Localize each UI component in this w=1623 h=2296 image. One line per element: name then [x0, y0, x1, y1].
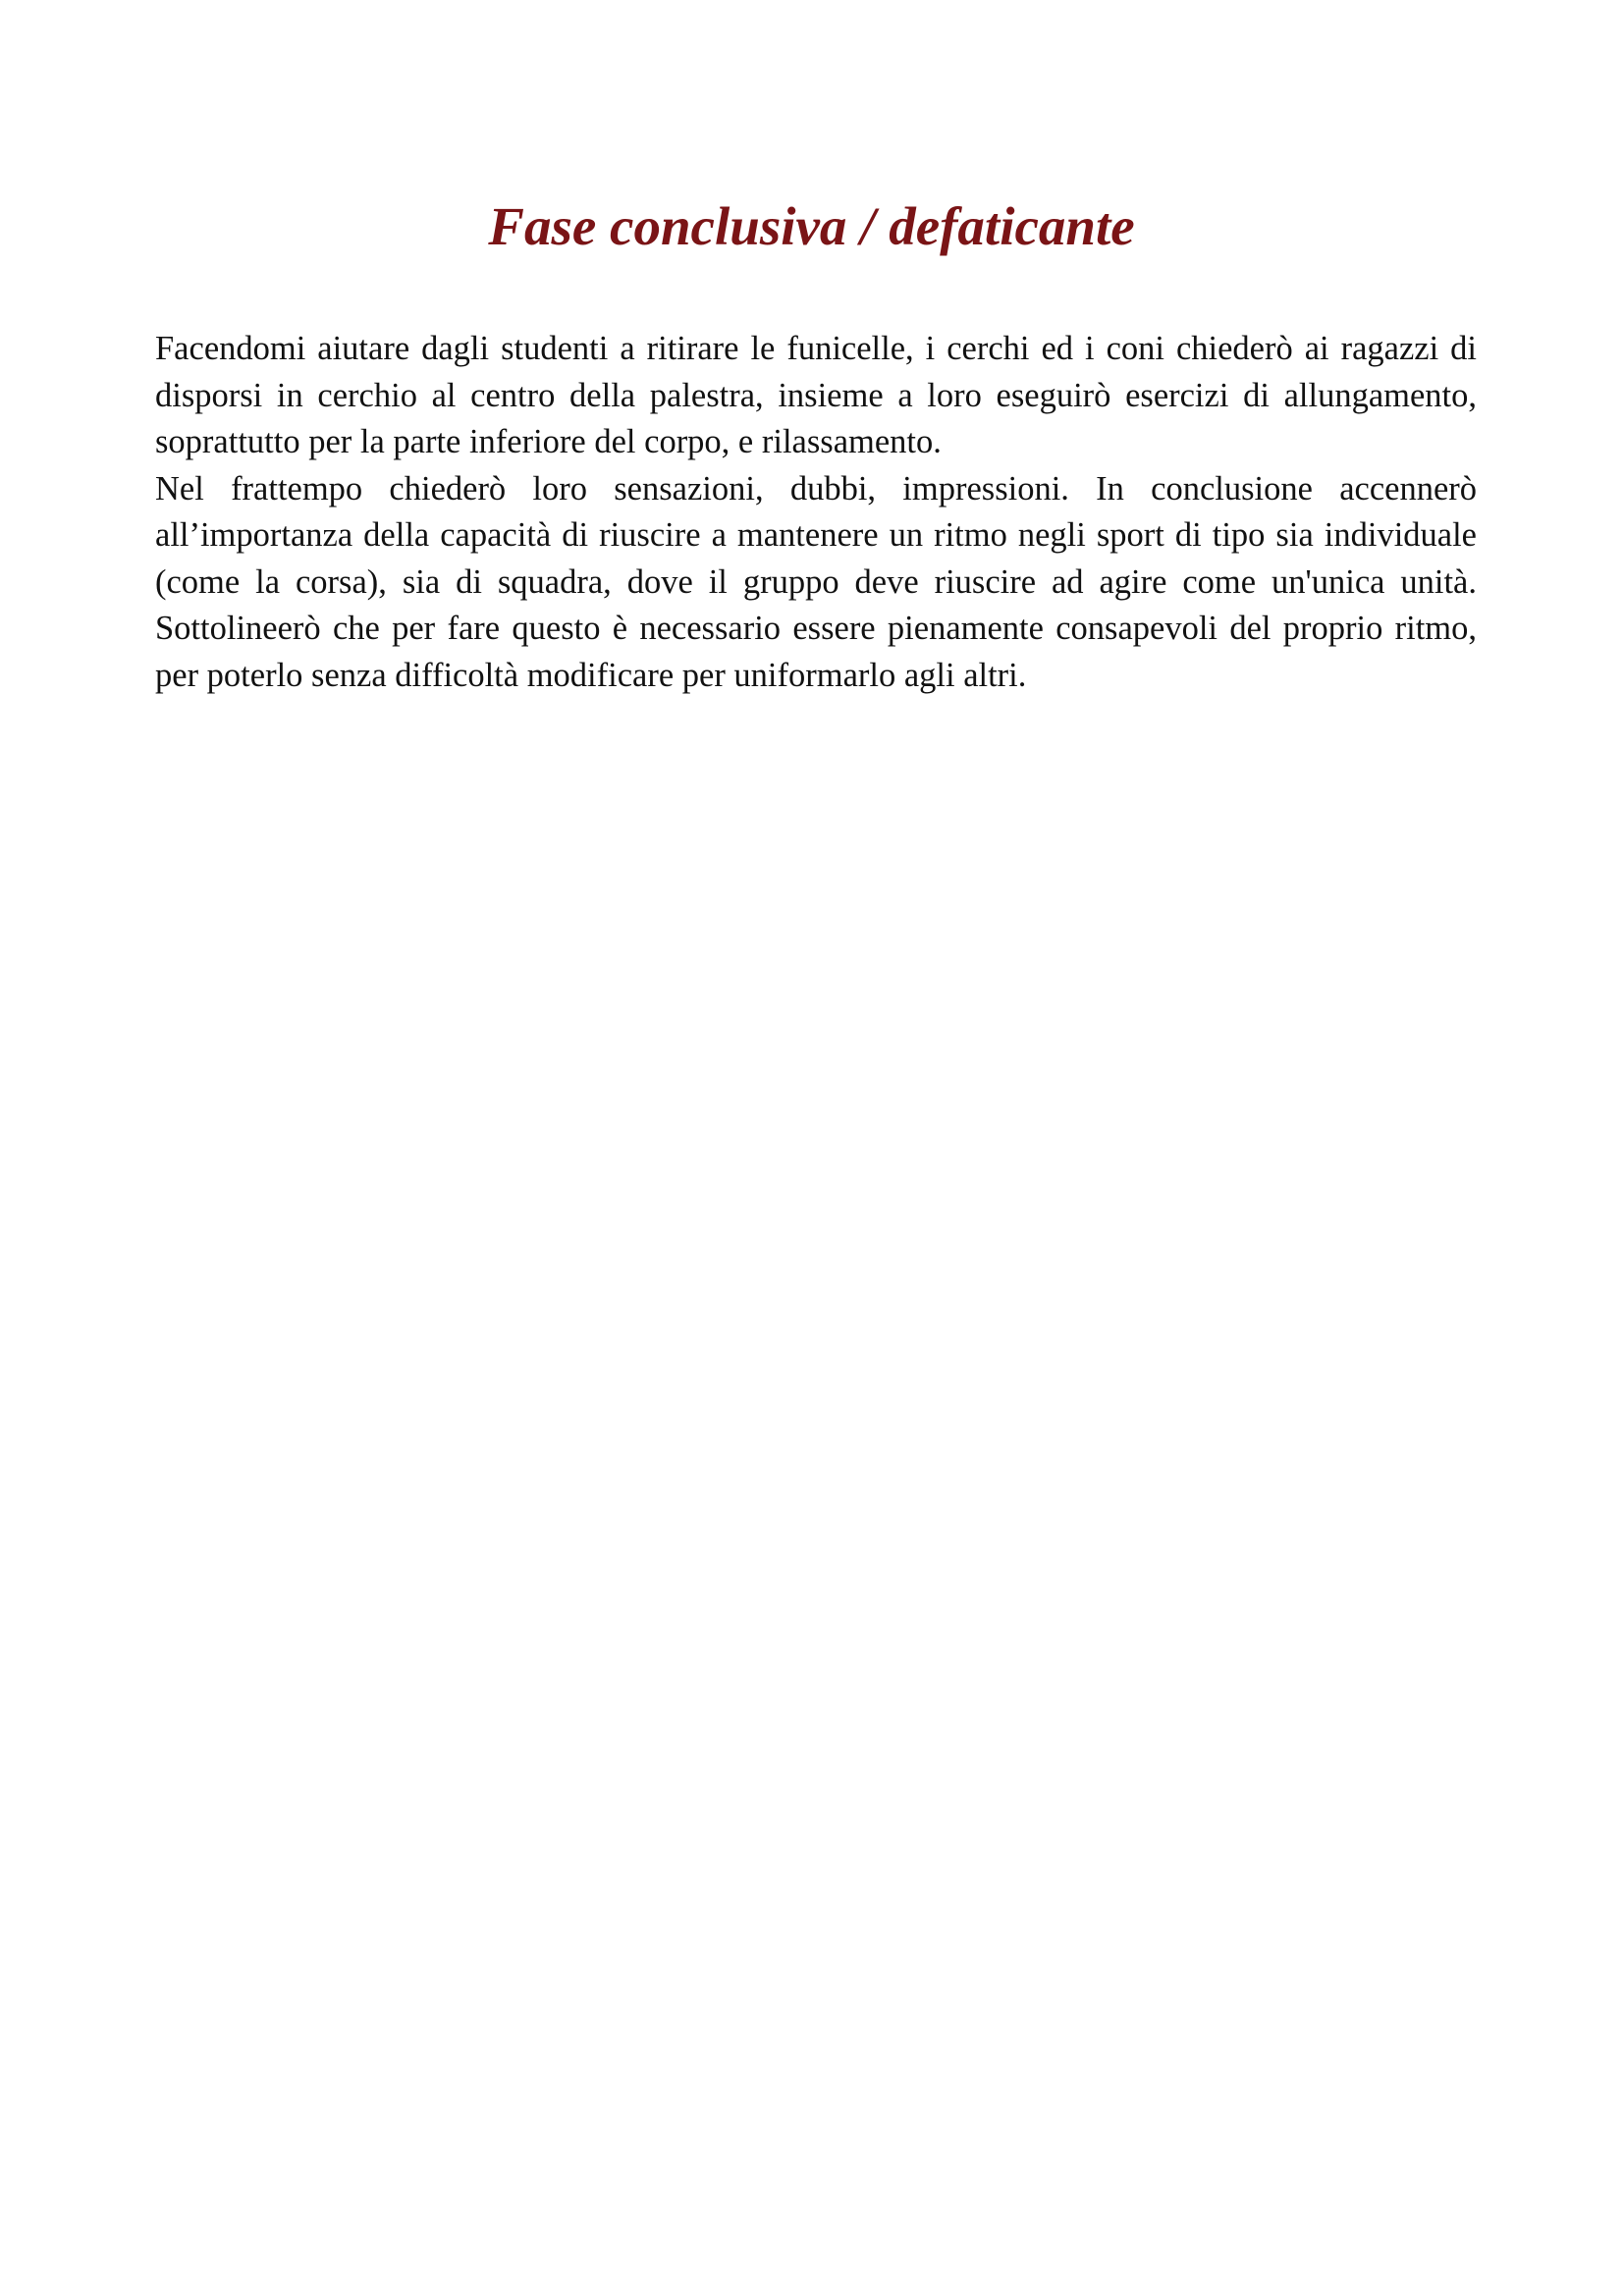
paragraph-2: Nel frattempo chiederò loro sensazioni, dubbi, impressioni. In conclusione accennerò all’importanza della capacità di riuscire a mantenere un ritmo negli sport di tipo sia individuale (come la corsa), sia di squadra, dove il gruppo deve riuscire ad agire come un'unica unità. Sottolineerò che per fare questo è necessario essere pienamente consapevoli del proprio ritmo, per poterlo senza difficoltà modificare per uniformarlo agli altri.: [155, 469, 1477, 694]
paragraph-1: Facendomi aiutare dagli studenti a ritirare le funicelle, i cerchi ed i coni chiederò ai ragazzi di disporsi in cerchio al centro della palestra, insieme a loro eseguirò esercizi di allungamento, soprattutto per la parte inferiore del corpo, e rilassamento.: [155, 330, 1477, 460]
body-text: [155, 326, 1477, 699]
page-title: Fase conclusiva / defaticante: [488, 196, 1135, 256]
